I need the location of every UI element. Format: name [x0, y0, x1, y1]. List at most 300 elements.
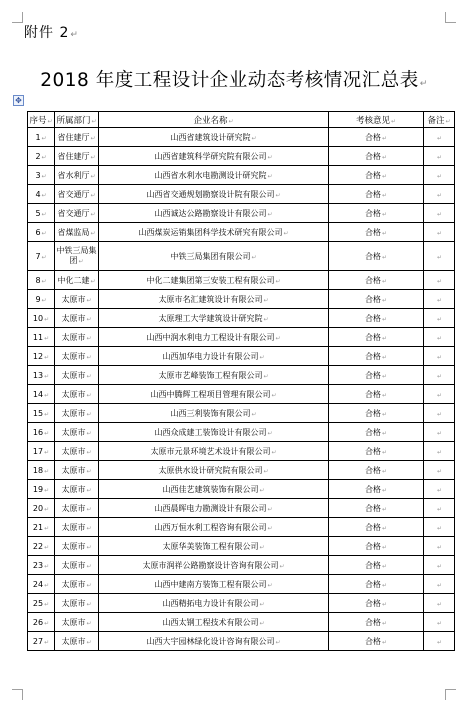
cell-note[interactable]	[424, 166, 455, 185]
cell-dept[interactable]	[55, 632, 99, 651]
cell-dept[interactable]	[55, 442, 99, 461]
cell-note[interactable]	[424, 128, 455, 147]
cell-result[interactable]	[329, 461, 424, 480]
cell-end-mark-icon: ↵	[381, 581, 388, 589]
cell-note[interactable]	[424, 594, 455, 613]
cell-company-name[interactable]	[99, 499, 329, 518]
cell-note[interactable]	[424, 537, 455, 556]
cell-dept-text: 太原市	[61, 389, 86, 399]
cell-result[interactable]	[329, 385, 424, 404]
cell-dept[interactable]	[55, 385, 99, 404]
cell-dept-text: 太原市	[61, 465, 86, 475]
page-corner-mark	[445, 12, 456, 23]
table-row	[28, 328, 455, 347]
cell-dept[interactable]	[55, 366, 99, 385]
cell-dept[interactable]	[55, 204, 99, 223]
cell-dept-text: 省水利厅	[57, 170, 90, 180]
cell-note[interactable]	[424, 385, 455, 404]
cell-dept-text: 太原市	[61, 636, 86, 646]
cell-dept-text: 太原市	[61, 370, 86, 380]
cell-dept[interactable]	[55, 518, 99, 537]
cell-end-mark-icon: ↵	[381, 372, 388, 380]
cell-dept[interactable]	[55, 166, 99, 185]
cell-end-mark-icon: ↵	[381, 505, 388, 513]
cell-result[interactable]	[329, 423, 424, 442]
cell-end-mark-icon: ↵	[271, 391, 277, 399]
cell-end-mark-icon: ↵	[267, 429, 273, 437]
cell-result[interactable]	[329, 575, 424, 594]
cell-company-name[interactable]	[99, 128, 329, 147]
cell-end-mark-icon: ↵	[275, 277, 281, 285]
cell-dept-text: 太原市	[61, 579, 86, 589]
cell-dept-text: 太原市	[61, 560, 86, 570]
cell-company-name[interactable]	[99, 385, 329, 404]
cell-note[interactable]	[424, 556, 455, 575]
cell-company-name[interactable]	[99, 594, 329, 613]
cell-end-mark-icon: ↵	[436, 315, 443, 323]
cell-end-mark-icon: ↵	[41, 172, 47, 180]
cell-company-name[interactable]	[99, 204, 329, 223]
cell-result[interactable]	[329, 537, 424, 556]
cell-dept[interactable]	[55, 537, 99, 556]
cell-company-name-text: 山西精拓电力设计有限公司	[162, 598, 259, 608]
cell-result[interactable]	[329, 594, 424, 613]
table-move-handle-icon[interactable]: ✥	[13, 95, 24, 106]
cell-dept[interactable]	[55, 499, 99, 518]
cell-idx[interactable]	[28, 185, 55, 204]
cell-dept-text: 太原市	[61, 294, 86, 304]
cell-idx[interactable]	[28, 128, 55, 147]
header-result[interactable]	[329, 112, 424, 128]
cell-company-name[interactable]	[99, 632, 329, 651]
cell-company-name-text: 山西省建筑设计研究院	[170, 132, 251, 142]
cell-end-mark-icon: ↵	[41, 191, 47, 199]
cell-end-mark-icon: ↵	[436, 543, 443, 551]
cell-company-name-text: 太原市润祥公路勘察设计咨询有限公司	[142, 560, 279, 570]
cell-company-name[interactable]	[99, 537, 329, 556]
cell-end-mark-icon: ↵	[381, 391, 388, 399]
cell-idx-text: 12	[32, 351, 44, 361]
cell-company-name[interactable]	[99, 147, 329, 166]
cell-idx-text: 3	[35, 170, 41, 180]
cell-idx[interactable]	[28, 366, 55, 385]
table-row	[28, 461, 455, 480]
cell-result[interactable]	[329, 166, 424, 185]
cell-idx-text: 27	[32, 636, 44, 646]
cell-end-mark-icon: ↵	[436, 429, 443, 437]
cell-note[interactable]	[424, 366, 455, 385]
cell-end-mark-icon: ↵	[381, 638, 388, 646]
cell-result[interactable]	[329, 442, 424, 461]
cell-dept[interactable]	[55, 290, 99, 309]
cell-company-name[interactable]	[99, 366, 329, 385]
cell-dept[interactable]	[55, 423, 99, 442]
cell-result-text: 合格	[364, 275, 381, 285]
cell-dept[interactable]	[55, 185, 99, 204]
page-corner-mark	[12, 689, 23, 700]
cell-idx[interactable]	[28, 385, 55, 404]
cell-end-mark-icon: ↵	[436, 638, 443, 646]
cell-dept[interactable]	[55, 613, 99, 632]
cell-end-mark-icon: ↵	[86, 391, 92, 399]
header-name[interactable]	[99, 112, 329, 128]
cell-company-name-text: 山西大宇园林绿化设计咨询有限公司	[146, 636, 275, 646]
cell-end-mark-icon: ↵	[90, 229, 96, 237]
cell-end-mark-icon: ↵	[44, 505, 50, 513]
cell-end-mark-icon: ↵	[86, 524, 92, 532]
cell-result[interactable]	[329, 328, 424, 347]
cell-result-text: 合格	[364, 408, 381, 418]
cell-company-name[interactable]	[99, 223, 329, 242]
cell-company-name-text: 太原供水设计研究院有限公司	[158, 465, 263, 475]
cell-result-text: 合格	[364, 598, 381, 608]
cell-dept[interactable]	[55, 147, 99, 166]
cell-result[interactable]	[329, 242, 424, 271]
cell-end-mark-icon: ↵	[44, 334, 50, 342]
cell-end-mark-icon: ↵	[445, 117, 451, 125]
cell-note[interactable]	[424, 242, 455, 271]
cell-company-name[interactable]	[99, 166, 329, 185]
cell-company-name-text: 山西众成建工装饰设计有限公司	[154, 427, 267, 437]
cell-end-mark-icon: ↵	[381, 486, 388, 494]
cell-end-mark-icon: ↵	[228, 117, 234, 125]
cell-end-mark-icon: ↵	[381, 353, 388, 361]
cell-idx[interactable]	[28, 499, 55, 518]
cell-idx[interactable]	[28, 461, 55, 480]
cell-result-text: 合格	[364, 170, 381, 180]
cell-dept[interactable]	[55, 328, 99, 347]
cell-end-mark-icon: ↵	[267, 524, 273, 532]
cell-end-mark-icon: ↵	[44, 467, 50, 475]
cell-end-mark-icon: ↵	[436, 191, 443, 199]
cell-end-mark-icon: ↵	[44, 410, 50, 418]
table-row	[28, 147, 455, 166]
cell-result[interactable]	[329, 404, 424, 423]
cell-company-name[interactable]	[99, 442, 329, 461]
page-corner-mark	[12, 12, 23, 23]
cell-idx[interactable]	[28, 271, 55, 290]
cell-end-mark-icon: ↵	[436, 334, 443, 342]
cell-note[interactable]	[424, 271, 455, 290]
cell-idx[interactable]	[28, 328, 55, 347]
cell-dept[interactable]	[55, 575, 99, 594]
cell-dept[interactable]	[55, 461, 99, 480]
cell-dept[interactable]	[55, 309, 99, 328]
cell-end-mark-icon: ↵	[436, 153, 443, 161]
cell-end-mark-icon: ↵	[436, 581, 443, 589]
cell-company-name-text: 太原市名汇建筑设计有限公司	[158, 294, 263, 304]
cell-idx[interactable]	[28, 290, 55, 309]
cell-idx[interactable]	[28, 613, 55, 632]
cell-dept[interactable]	[55, 242, 99, 271]
cell-company-name[interactable]	[99, 271, 329, 290]
table-row	[28, 423, 455, 442]
cell-end-mark-icon: ↵	[275, 638, 281, 646]
cell-note[interactable]	[424, 347, 455, 366]
page-corner-mark	[445, 689, 456, 700]
cell-dept-text: 太原市	[61, 351, 86, 361]
cell-result[interactable]	[329, 223, 424, 242]
cell-company-name-text: 太原市元景环境艺术设计有限公司	[150, 446, 271, 456]
cell-end-mark-icon: ↵	[436, 600, 443, 608]
cell-result[interactable]	[329, 518, 424, 537]
document-title	[0, 66, 468, 92]
cell-company-name[interactable]	[99, 347, 329, 366]
cell-idx[interactable]	[28, 404, 55, 423]
table-row	[28, 185, 455, 204]
cell-dept-text: 太原市	[61, 522, 86, 532]
table-row	[28, 309, 455, 328]
cell-note[interactable]	[424, 442, 455, 461]
cell-idx[interactable]	[28, 442, 55, 461]
cell-end-mark-icon: ↵	[86, 410, 92, 418]
cell-dept[interactable]	[55, 128, 99, 147]
cell-note[interactable]	[424, 480, 455, 499]
cell-result[interactable]	[329, 499, 424, 518]
cell-end-mark-icon: ↵	[267, 153, 273, 161]
cell-idx[interactable]	[28, 632, 55, 651]
cell-company-name[interactable]	[99, 556, 329, 575]
header-note[interactable]	[424, 112, 455, 128]
cell-end-mark-icon: ↵	[44, 638, 50, 646]
cell-end-mark-icon: ↵	[267, 172, 273, 180]
cell-end-mark-icon: ↵	[86, 296, 92, 304]
cell-company-name-text: 山西中建南方装饰工程有限公司	[154, 579, 267, 589]
cell-idx[interactable]	[28, 480, 55, 499]
cell-idx-text: 6	[35, 227, 41, 237]
cell-company-name[interactable]	[99, 461, 329, 480]
table-row	[28, 480, 455, 499]
cell-end-mark-icon: ↵	[86, 334, 92, 342]
cell-end-mark-icon: ↵	[381, 562, 388, 570]
cell-result-text: 合格	[364, 446, 381, 456]
cell-note[interactable]	[424, 290, 455, 309]
cell-end-mark-icon: ↵	[436, 372, 443, 380]
cell-idx[interactable]	[28, 242, 55, 271]
cell-company-name-text: 山西三利装饰有限公司	[170, 408, 251, 418]
cell-end-mark-icon: ↵	[271, 448, 277, 456]
cell-idx-text: 19	[32, 484, 44, 494]
cell-idx[interactable]	[28, 166, 55, 185]
cell-result-text: 合格	[364, 389, 381, 399]
cell-result[interactable]	[329, 347, 424, 366]
cell-idx[interactable]	[28, 309, 55, 328]
cell-result-text: 合格	[364, 560, 381, 570]
cell-idx-text: 14	[32, 389, 44, 399]
cell-end-mark-icon: ↵	[86, 448, 92, 456]
cell-end-mark-icon: ↵	[44, 353, 50, 361]
cell-company-name-text: 中化二建集团第三安装工程有限公司	[146, 275, 275, 285]
cell-company-name-text: 山西诚达公路勘察设计有限公司	[154, 208, 267, 218]
cell-idx[interactable]	[28, 204, 55, 223]
cell-result[interactable]	[329, 290, 424, 309]
cell-result[interactable]	[329, 204, 424, 223]
cell-idx[interactable]	[28, 347, 55, 366]
cell-dept[interactable]	[55, 347, 99, 366]
cell-end-mark-icon: ↵	[436, 296, 443, 304]
cell-note[interactable]	[424, 575, 455, 594]
cell-idx[interactable]	[28, 518, 55, 537]
cell-company-name-text: 山西佳艺建筑装饰有限公司	[162, 484, 259, 494]
cell-note[interactable]	[424, 632, 455, 651]
cell-result[interactable]	[329, 613, 424, 632]
cell-note[interactable]	[424, 328, 455, 347]
cell-idx-text: 16	[32, 427, 44, 437]
cell-dept[interactable]	[55, 480, 99, 499]
cell-idx-text: 7	[35, 251, 41, 261]
cell-end-mark-icon: ↵	[44, 619, 50, 627]
table-row	[28, 385, 455, 404]
cell-end-mark-icon: ↵	[283, 229, 289, 237]
cell-result[interactable]	[329, 147, 424, 166]
cell-company-name[interactable]	[99, 480, 329, 499]
cell-end-mark-icon: ↵	[251, 410, 257, 418]
cell-company-name[interactable]	[99, 518, 329, 537]
cell-end-mark-icon: ↵	[86, 486, 92, 494]
cell-note[interactable]	[424, 461, 455, 480]
cell-end-mark-icon: ↵	[436, 277, 443, 285]
cell-dept-text: 太原市	[61, 598, 86, 608]
cell-company-name[interactable]	[99, 613, 329, 632]
cell-end-mark-icon: ↵	[263, 372, 269, 380]
cell-end-mark-icon: ↵	[436, 505, 443, 513]
cell-idx[interactable]	[28, 147, 55, 166]
table-row	[28, 204, 455, 223]
cell-company-name[interactable]	[99, 185, 329, 204]
cell-result[interactable]	[329, 185, 424, 204]
cell-end-mark-icon: ↵	[41, 253, 47, 261]
cell-idx-text: 25	[32, 598, 44, 608]
cell-dept-text: 太原市	[61, 503, 86, 513]
cell-end-mark-icon: ↵	[44, 562, 50, 570]
cell-end-mark-icon: ↵	[436, 467, 443, 475]
cell-end-mark-icon: ↵	[279, 562, 285, 570]
cell-end-mark-icon: ↵	[44, 315, 50, 323]
cell-company-name[interactable]	[99, 309, 329, 328]
header-dept-text: 所属部门	[56, 115, 91, 126]
cell-idx-text: 4	[35, 189, 41, 199]
cell-end-mark-icon: ↵	[86, 372, 92, 380]
table-row	[28, 575, 455, 594]
cell-result-text: 合格	[364, 427, 381, 437]
cell-end-mark-icon: ↵	[381, 134, 388, 142]
cell-end-mark-icon: ↵	[251, 134, 257, 142]
cell-end-mark-icon: ↵	[41, 134, 47, 142]
cell-end-mark-icon: ↵	[381, 429, 388, 437]
cell-note[interactable]	[424, 423, 455, 442]
cell-end-mark-icon: ↵	[90, 172, 96, 180]
cell-company-name[interactable]	[99, 290, 329, 309]
cell-end-mark-icon: ↵	[436, 210, 443, 218]
cell-end-mark-icon: ↵	[259, 619, 265, 627]
cell-dept-text: 中化二建	[57, 275, 90, 285]
cell-end-mark-icon: ↵	[259, 600, 265, 608]
cell-note[interactable]	[424, 147, 455, 166]
cell-company-name[interactable]	[99, 575, 329, 594]
cell-end-mark-icon: ↵	[91, 117, 97, 125]
cell-idx-text: 10	[32, 313, 44, 323]
cell-dept[interactable]	[55, 556, 99, 575]
table-row	[28, 347, 455, 366]
cell-dept[interactable]	[55, 404, 99, 423]
cell-company-name[interactable]	[99, 328, 329, 347]
cell-result-text: 合格	[364, 370, 381, 380]
cell-company-name[interactable]	[99, 423, 329, 442]
cell-note[interactable]	[424, 223, 455, 242]
cell-end-mark-icon: ↵	[436, 486, 443, 494]
cell-dept-text: 省住建厅	[57, 151, 90, 161]
cell-end-mark-icon: ↵	[436, 353, 443, 361]
table-row	[28, 290, 455, 309]
cell-note[interactable]	[424, 309, 455, 328]
header-result-text: 考核意见	[355, 115, 390, 126]
cell-dept-text: 太原市	[61, 408, 86, 418]
cell-dept[interactable]	[55, 223, 99, 242]
cell-dept-text: 太原市	[61, 617, 86, 627]
cell-end-mark-icon: ↵	[381, 410, 388, 418]
cell-result[interactable]	[329, 632, 424, 651]
cell-end-mark-icon: ↵	[44, 429, 50, 437]
cell-idx[interactable]	[28, 423, 55, 442]
cell-idx[interactable]	[28, 537, 55, 556]
cell-note[interactable]	[424, 185, 455, 204]
cell-idx-text: 20	[32, 503, 44, 513]
cell-end-mark-icon: ↵	[86, 353, 92, 361]
cell-end-mark-icon: ↵	[86, 581, 92, 589]
cell-company-name-text: 山西省交通规划勘察设计院有限公司	[146, 189, 275, 199]
paragraph-mark-icon: ↵	[419, 79, 428, 89]
cell-result[interactable]	[329, 271, 424, 290]
cell-company-name[interactable]	[99, 404, 329, 423]
cell-result-text: 合格	[364, 189, 381, 199]
cell-result[interactable]	[329, 128, 424, 147]
cell-note[interactable]	[424, 499, 455, 518]
cell-end-mark-icon: ↵	[381, 600, 388, 608]
cell-idx[interactable]	[28, 223, 55, 242]
cell-idx[interactable]	[28, 594, 55, 613]
cell-note[interactable]	[424, 404, 455, 423]
cell-result[interactable]	[329, 556, 424, 575]
header-name-text: 企业名称	[193, 115, 228, 126]
cell-note[interactable]	[424, 518, 455, 537]
cell-end-mark-icon: ↵	[44, 486, 50, 494]
cell-idx[interactable]	[28, 575, 55, 594]
header-dept[interactable]	[55, 112, 99, 128]
cell-result[interactable]	[329, 366, 424, 385]
cell-company-name-text: 太原华美装饰工程有限公司	[162, 541, 259, 551]
cell-result-text: 合格	[364, 151, 381, 161]
cell-end-mark-icon: ↵	[267, 505, 273, 513]
cell-dept[interactable]	[55, 271, 99, 290]
cell-result[interactable]	[329, 309, 424, 328]
cell-idx[interactable]	[28, 556, 55, 575]
cell-result[interactable]	[329, 480, 424, 499]
cell-dept[interactable]	[55, 594, 99, 613]
cell-note[interactable]	[424, 204, 455, 223]
cell-end-mark-icon: ↵	[86, 467, 92, 475]
cell-end-mark-icon: ↵	[381, 467, 388, 475]
cell-result-text: 合格	[364, 503, 381, 513]
cell-end-mark-icon: ↵	[263, 296, 269, 304]
cell-end-mark-icon: ↵	[44, 581, 50, 589]
cell-idx-text: 23	[32, 560, 44, 570]
cell-end-mark-icon: ↵	[381, 172, 388, 180]
cell-dept-text: 太原市	[61, 484, 86, 494]
cell-end-mark-icon: ↵	[436, 562, 443, 570]
cell-company-name[interactable]	[99, 242, 329, 271]
header-idx[interactable]	[28, 112, 55, 128]
cell-note[interactable]	[424, 613, 455, 632]
